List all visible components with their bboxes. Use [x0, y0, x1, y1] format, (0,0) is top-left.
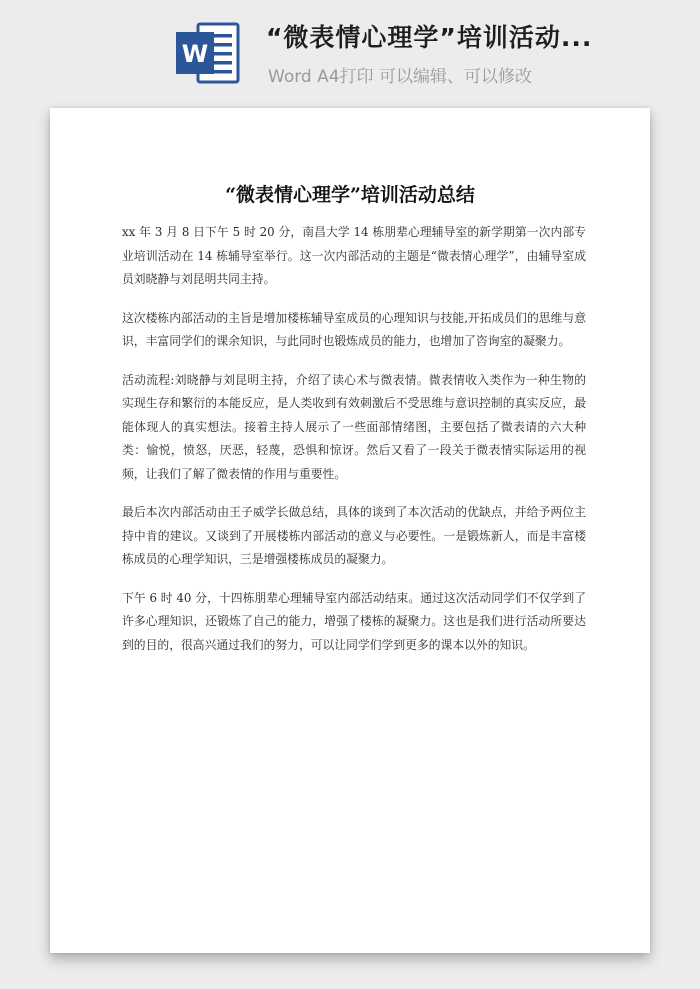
- document-body: [122, 221, 586, 672]
- paragraph-1: xx 年 3 月 8 日下午 5 时 20 分，南昌大学 14 栋朋辈心理辅导室的新学期第一次内部专业培训活动在 14 栋辅导室举行。这一次内部活动的主题是“微表情心理学”，由辅导室成员刘晓静与刘昆明共同主持。: [122, 225, 586, 286]
- paragraph-3: 活动流程:刘晓静与刘昆明主持，介绍了读心术与微表情。微表情收入类作为一种生物的实现生存和繁衍的本能反应，是人类收到有效刺激后不受思维与意识控制的真实反应，最能体现人的真实想法。接着主持人展示了一些面部情绪图，主要包括了微表请的六大种类：愉悦，愤怒，厌恶，轻蔑，恐惧和惊讶。然后又看了一段关于微表情实际运用的视频，让我们了解了微表情的作用与重要性。: [122, 372, 586, 481]
- word-doc-icon: [176, 20, 242, 86]
- header-subtitle: Word A4打印 可以编辑、可以修改: [268, 67, 532, 87]
- paragraph-2: 这次楼栋内部活动的主旨是增加楼栋辅导室成员的心理知识与技能,开拓成员们的思维与意识，丰富同学们的课余知识，与此同时也锻炼成员的能力，也增加了咨询室的凝聚力。: [122, 310, 586, 348]
- paragraph-5: 下午 6 时 40 分，十四栋朋辈心理辅导室内部活动结束。通过这次活动同学们不仅学到了许多心理知识，还锻炼了自己的能力，增强了楼栋的凝聚力。这也是我们进行活动所要达到的目的，很高兴通过我们的努力，可以让同学们学到更多的课本以外的知识。: [122, 590, 586, 652]
- paragraph-4: 最后本次内部活动由王子威学长做总结，具体的谈到了本次活动的优缺点，并给予两位主持中肯的建议。又谈到了开展楼栋内部活动的意义与必要性。一是锻炼新人，而是丰富楼栋成员的心理学知识，三是增强楼栋成员的凝聚力。: [122, 505, 586, 566]
- header-banner: [0, 0, 700, 100]
- document-page: [50, 108, 650, 953]
- word-icon-letter: W: [181, 40, 209, 68]
- header-title: “微表情心理学”培训活动...: [266, 23, 593, 52]
- document-title: “微表情心理学”培训活动总结: [225, 184, 475, 206]
